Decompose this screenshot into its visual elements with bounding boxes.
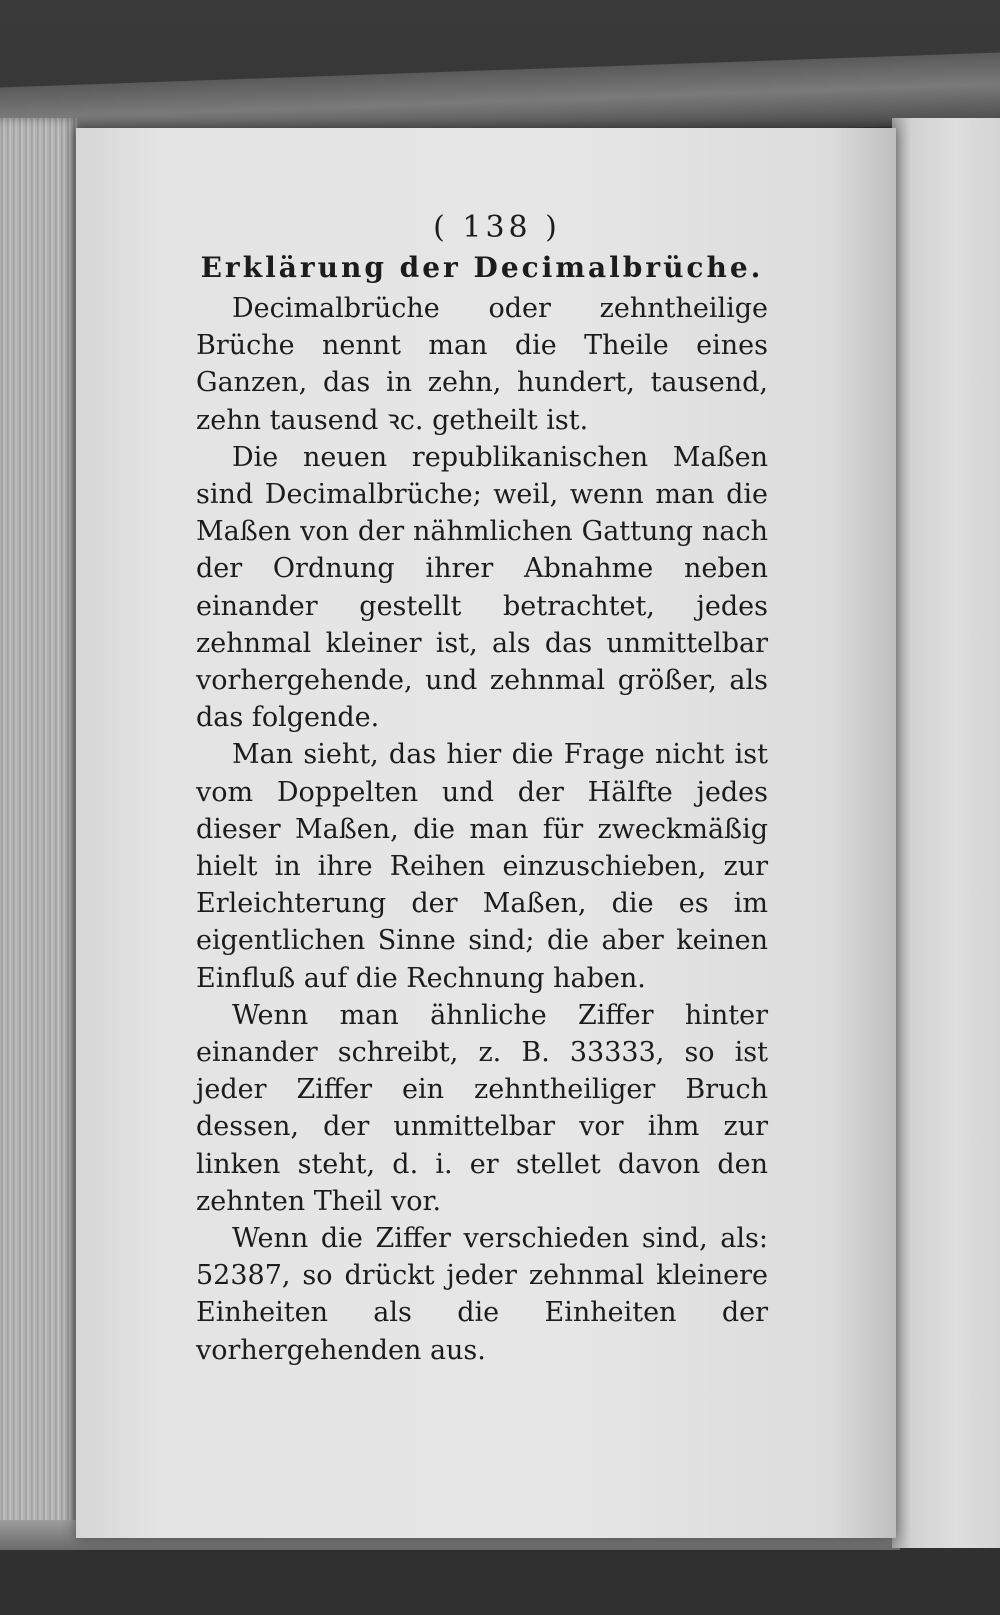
paragraph-1: Decimalbrüche oder zehntheilige Brüche nennt man die Theile eines Ganzen, das in zehn, hundert, tausend, zehn tausend ꝛc. getheilt ist. (196, 293, 768, 436)
section-heading: Erklärung der Decimalbrüche. (200, 251, 764, 284)
paragraph-4: Wenn man ähnliche Ziffer hinter einander schreibt, z. B. 33333, so ist jeder Ziffer ein zehntheiliger Bruch dessen, der unmittelbar vor ihm zur linken steht, d. i. er stellet davon den zehnten Theil vor. (196, 999, 768, 1217)
page-stack-edges (0, 118, 78, 1538)
page-number: ( 138 ) (433, 210, 561, 245)
facing-page (892, 118, 1000, 1548)
paragraph-3: Man sieht, das hier die Frage nicht ist vom Doppelten und der Hälfte jedes dieser Maßen, die man für zweckmäßig hielt in ihre Reihen einzuschieben, zur Erleichterung der Maßen, die es im eigentlichen Sinne sind; die aber keinen Einfluß auf die Rechnung haben. (196, 739, 768, 994)
paragraph-5: Wenn die Ziffer verschieden sind, als: 52387, so drückt jeder zehnmal kleinere Einheiten als die Einheiten der vorhergehenden aus. (196, 1223, 768, 1366)
paragraph-2: Die neuen republikanischen Maßen sind Decimalbrüche; weil, wenn man die Maßen von der nähmlichen Gattung nach der Ordnung ihrer Abnahme neben einander gestellt betrachtet, jedes zehnmal kleiner ist, als das unmittelbar vorhergehende, und zehnmal größer, als das folgende. (196, 441, 768, 734)
page-content (196, 210, 768, 1369)
